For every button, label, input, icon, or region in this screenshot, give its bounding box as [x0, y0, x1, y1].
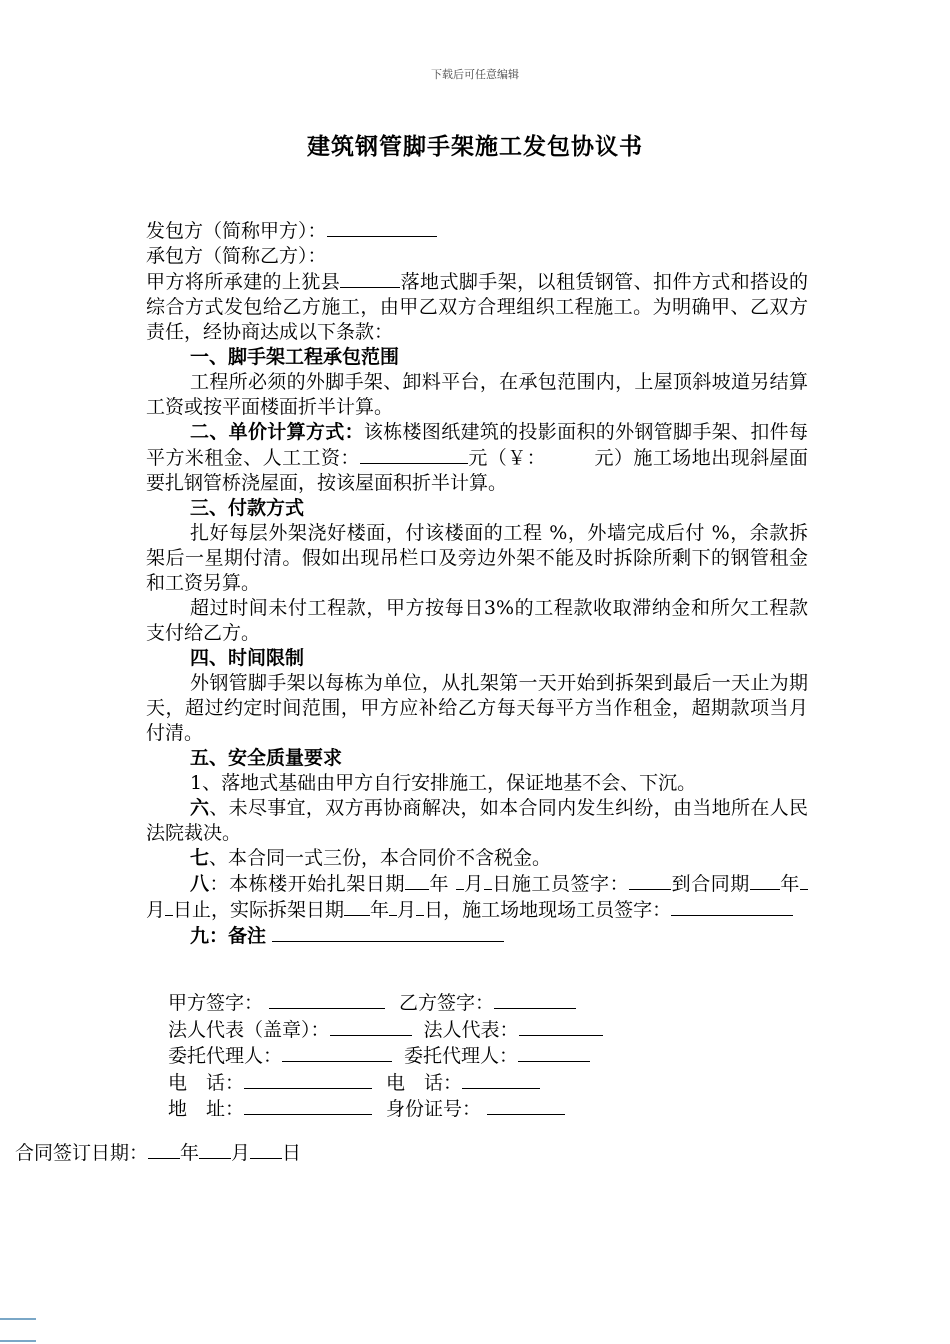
- party-a-blank[interactable]: [327, 218, 437, 237]
- party-b-label: 承包方（简称乙方）：: [146, 245, 327, 267]
- end-day-blank[interactable]: [165, 897, 173, 916]
- phone-row: [168, 1070, 808, 1097]
- section-6-text: 、未尽事宜，双方再协商解决，如本合同内发生纠纷，由当地所在人民法院裁决。: [146, 797, 808, 844]
- section-8-text-5: 到合同期: [671, 873, 750, 895]
- section-2-paragraph: [146, 420, 808, 496]
- party-a-label: 发包方（简称甲方）：: [146, 220, 327, 242]
- section-8-text-7: 月: [146, 899, 166, 921]
- section-8-text-3: 月: [463, 873, 484, 895]
- section-4-heading: 四、时间限制: [190, 647, 305, 669]
- contract-body: [146, 218, 808, 949]
- party-b-agent-blank[interactable]: [518, 1043, 590, 1062]
- month-label: 月: [231, 1142, 251, 1164]
- remarks-blank[interactable]: [272, 923, 504, 942]
- section-1-heading: 一、脚手架工程承包范围: [190, 346, 400, 368]
- section-4-text: 外钢管脚手架以每栋为单位，从扎架第一天开始到拆架到最后一天止为期 天，超过约定时间范围，甲方应补给乙方每天每平方当作租金，超期款项当月付清。: [146, 672, 808, 744]
- day-label: 日: [282, 1142, 302, 1164]
- signing-date: [15, 1140, 301, 1166]
- remove-day-blank[interactable]: [416, 897, 424, 916]
- party-b-legal-label: 法人代表：: [423, 1018, 519, 1041]
- section-6-lead: 六: [190, 797, 210, 819]
- price-blank[interactable]: [360, 445, 468, 464]
- party-a-sign-blank[interactable]: [269, 990, 385, 1009]
- section-3-heading: 三、付款方式: [190, 497, 305, 519]
- signature-row: [168, 990, 808, 1017]
- party-b-sign-blank[interactable]: [494, 990, 576, 1009]
- remove-month-blank[interactable]: [389, 897, 397, 916]
- section-2-text-1: 该栋楼图纸建筑的投影面积的外钢管脚手架、扣件每平方米租金、人工工资：: [146, 421, 808, 469]
- section-8-text-10: 月: [397, 899, 417, 921]
- end-year-blank[interactable]: [750, 871, 780, 890]
- start-month-blank[interactable]: [456, 871, 464, 890]
- site-worker-sign-blank[interactable]: [671, 897, 793, 916]
- page-corner-mark: [0, 1318, 36, 1320]
- agent-row: [168, 1043, 808, 1070]
- legal-rep-row: [168, 1017, 808, 1044]
- intro-text-1: 甲方将所承建的上犹县: [146, 271, 341, 293]
- remove-year-blank[interactable]: [344, 897, 370, 916]
- party-a-legal-blank[interactable]: [330, 1017, 412, 1036]
- intro-paragraph: [146, 269, 808, 345]
- foreman-sign-blank[interactable]: [629, 871, 671, 890]
- party-b-line: [146, 244, 808, 269]
- start-day-blank[interactable]: [484, 871, 492, 890]
- party-b-id-label: 身份证号：: [386, 1098, 482, 1120]
- party-b-sign-label: 乙方签字：: [399, 992, 495, 1014]
- section-7-lead: 七: [190, 847, 210, 869]
- section-8-lead: 八: [190, 873, 210, 895]
- document-title: 建筑钢管脚手架施工发包协议书: [307, 133, 643, 160]
- party-a-line: [146, 218, 808, 244]
- section-8-text-8: 日止，实际拆架日期: [173, 899, 345, 921]
- intro-text-2: 落地式脚手架，以租赁钢管、扣件方式和搭设的综合方式发包给乙方施工，由甲乙双方合理组织工程施工。为明确甲、乙双方责任，经协商达成以下条款：: [146, 271, 808, 343]
- section-7-paragraph: [146, 846, 808, 871]
- party-a-agent-blank[interactable]: [282, 1043, 392, 1062]
- section-3-text-2: 超过时间未付工程款，甲方按每日3%的工程款收取滞纳金和所欠工程款支付给乙方。: [146, 597, 808, 644]
- section-8-text-11: 日，施工场地现场工员签字：: [424, 899, 672, 921]
- party-a-phone-blank[interactable]: [244, 1070, 372, 1089]
- sign-year-blank[interactable]: [148, 1140, 180, 1159]
- sign-month-blank[interactable]: [199, 1140, 231, 1159]
- section-8-text-4: 日施工员签字：: [491, 873, 630, 895]
- header-note: 下载后可任意编辑: [431, 68, 519, 81]
- section-8-text-6: 年: [779, 873, 800, 895]
- party-b-phone-blank[interactable]: [462, 1070, 540, 1089]
- section-9-heading: 九：备注: [190, 925, 267, 947]
- end-month-blank[interactable]: [800, 871, 808, 890]
- section-6-paragraph: [146, 796, 808, 846]
- address-row: [168, 1096, 808, 1123]
- section-8-text-9: 年: [370, 899, 390, 921]
- section-9-paragraph: [146, 923, 808, 949]
- page-corner-mark: [0, 1340, 36, 1342]
- section-2-text-2: 元（￥：: [467, 447, 547, 469]
- party-b-phone-label: 电 话：: [386, 1071, 463, 1094]
- section-2-heading: 二、单价计算方式：: [190, 421, 364, 443]
- start-year-blank[interactable]: [405, 871, 429, 890]
- party-a-legal-label: 法人代表（盖章）：: [168, 1018, 330, 1041]
- section-5-text: 1、落地式基础由甲方自行安排施工，保证地基不会、下沉。: [190, 772, 697, 794]
- section-7-text: 、本合同一式三份，本合同价不含税金。: [209, 847, 552, 869]
- section-8-text-2: 年: [429, 873, 456, 895]
- party-a-address-blank[interactable]: [244, 1096, 372, 1115]
- section-1-text: 工程所必须的外脚手架、卸料平台，在承包范围内，上屋顶斜坡道另结算工资或按平面楼面折半计算。: [146, 371, 808, 418]
- party-b-id-blank[interactable]: [487, 1096, 565, 1115]
- section-8-text-1: ：本栋楼开始扎架日期: [209, 873, 405, 895]
- party-b-legal-blank[interactable]: [519, 1017, 603, 1036]
- section-3-text-1: 扎好每层外架浇好楼面，付该楼面的工程 %，外墙完成后付 %，余款拆架后一星期付清。假如出现吊栏口及旁边外架不能及时拆除所剩下的钢管租金和工资另算。: [146, 522, 808, 594]
- county-blank[interactable]: [340, 269, 400, 288]
- party-a-address-label: 地 址：: [168, 1098, 245, 1120]
- section-5-heading: 五、安全质量要求: [190, 747, 343, 769]
- sign-day-blank[interactable]: [250, 1140, 282, 1159]
- section-8-paragraph: [146, 871, 808, 923]
- party-a-phone-label: 电 话：: [168, 1071, 245, 1094]
- party-a-agent-label: 委托代理人：: [168, 1045, 283, 1067]
- year-label: 年: [180, 1142, 200, 1164]
- signing-date-label: 合同签订日期：: [15, 1142, 149, 1164]
- party-a-sign-label: 甲方签字：: [168, 992, 264, 1014]
- signature-block: [168, 990, 808, 1123]
- section-2-text-3: 元）施工场地出现斜屋面要扎钢管桥浇屋面，按该屋面积折半计算。: [146, 447, 808, 494]
- party-b-agent-label: 委托代理人：: [404, 1045, 519, 1067]
